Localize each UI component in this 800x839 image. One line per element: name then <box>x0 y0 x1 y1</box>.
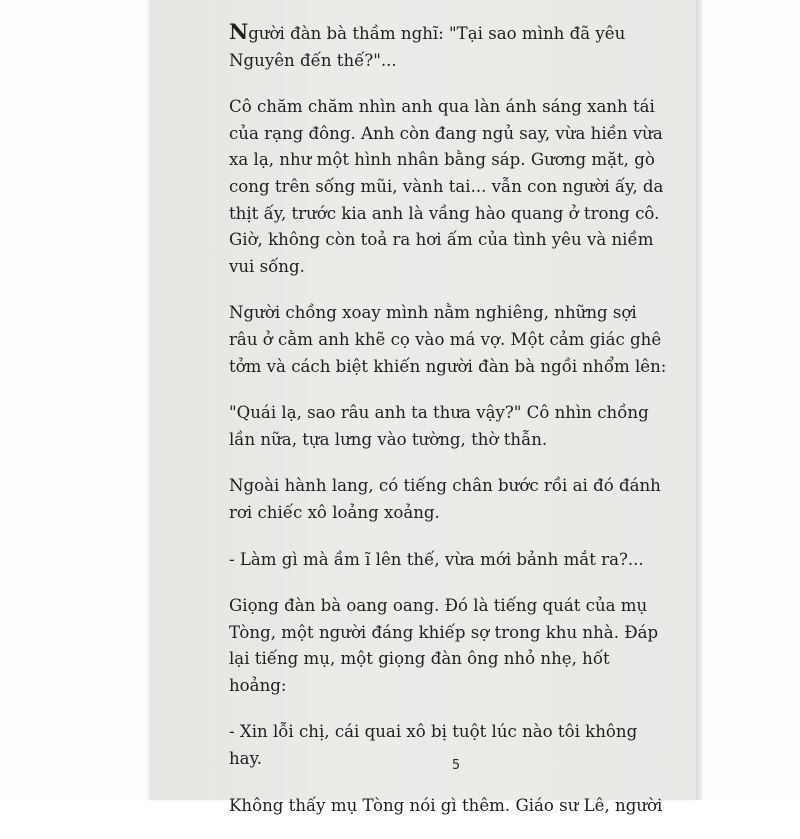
page-number: 5 <box>451 758 461 773</box>
paragraph-9: Không thấy mụ Tòng nói gì thêm. Giáo sư Lê, người <box>229 795 663 815</box>
paragraph-8: - Xin lỗi chị, cái quai xô bị tuột lúc nào tôi không hay. <box>229 722 638 769</box>
paragraph-3: Người chồng xoay mình nằm nghiêng, những sợi râu ở cằm anh khẽ cọ vào má vợ. Một cảm giác ghê tởm và cách biệt khiến người đàn bà ngồi nhổm lên: <box>229 303 667 376</box>
paragraph-7: Giọng đàn bà oang oang. Đó là tiếng quát của mụ Tòng, một người đáng khiếp sợ trong khu nhà. Đáp lại tiếng mụ, một giọng đàn ông nhỏ nhẹ, hốt hoảng: <box>229 596 659 695</box>
drop-cap: N <box>229 19 249 44</box>
page-text <box>229 19 669 839</box>
paragraph-1 <box>229 19 669 74</box>
paragraph-1-text: gười đàn bà thầm nghĩ: "Tại sao mình đã yêu Nguyên đến thế?"... <box>229 24 626 70</box>
paragraph-4: "Quái lạ, sao râu anh ta thưa vậy?" Cô nhìn chồng lần nữa, tựa lưng vào tường, thờ thẫn. <box>229 403 649 449</box>
paragraph-5: Ngoài hành lang, có tiếng chân bước rồi ai đó đánh rơi chiếc xô loảng xoảng. <box>229 476 661 522</box>
page-edge <box>696 0 702 800</box>
paragraph-6: - Làm gì mà ầm ĩ lên thế, vừa mới bảnh mắt ra?... <box>229 549 644 569</box>
paragraph-2: Cô chăm chăm nhìn anh qua làn ánh sáng xanh tái của rạng đông. Anh còn đang ngủ say, vừa hiền vừa xa lạ, như một hình nhân bằng sáp. Gương mặt, gò cong trên sống mũi, vành tai... vẫn con người ấy, da thịt ấy, trước kia anh là vầng hào quang ở trong cô. Giờ, không còn toả ra hơi ấm của tình yêu và niềm vui sống. <box>229 97 664 276</box>
